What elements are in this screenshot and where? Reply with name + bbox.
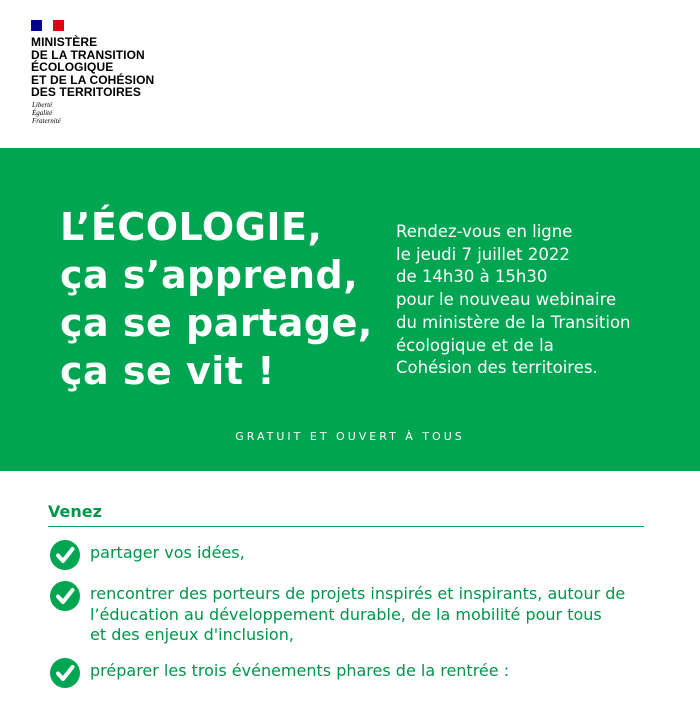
event-info — [396, 221, 631, 380]
ministry-line: DES TERRITOIRES — [31, 85, 141, 99]
info-line: du ministère de la Transition — [396, 312, 631, 332]
ministry-line: ET DE LA COHÉSION — [31, 72, 155, 87]
french-flag-icon — [31, 20, 64, 31]
list-item-text — [90, 661, 509, 682]
header — [0, 0, 700, 148]
venez-title: Venez — [48, 502, 102, 521]
motto-line: Égalité — [32, 109, 53, 117]
list-item-text — [90, 543, 245, 564]
divider — [48, 526, 644, 527]
free-label: GRATUIT ET OUVERT À TOUS — [235, 430, 465, 443]
list-item-line: rencontrer des porteurs de projets inspirés et inspirants, autour de — [90, 584, 626, 603]
headline-line: ça s’apprend, — [60, 253, 359, 297]
info-line: pour le nouveau webinaire — [396, 290, 617, 310]
list-item-line: préparer les trois événements phares de la rentrée : — [90, 661, 510, 680]
headline-line: L’ÉCOLOGIE, — [60, 205, 323, 249]
ministry-name — [31, 36, 154, 99]
info-line: Rendez-vous en ligne — [396, 222, 573, 241]
headline-line: ça se partage, — [60, 301, 373, 345]
info-line: écologique et de la — [396, 335, 554, 355]
check-icon — [50, 540, 80, 570]
info-line: Cohésion des territoires. — [396, 358, 598, 378]
check-icon — [50, 581, 80, 611]
ministry-line: DE LA TRANSITION — [31, 47, 145, 62]
check-icon — [50, 658, 80, 688]
republic-motto — [32, 101, 61, 125]
motto-line: Liberté — [32, 101, 53, 109]
list-item-line: l’éducation au développement durable, de la mobilité pour tous — [90, 604, 602, 624]
list-item-text — [90, 584, 625, 646]
list-item-line: et des enjeux d'inclusion, — [90, 625, 294, 644]
headline — [60, 203, 373, 395]
info-line: le jeudi 7 juillet 2022 — [396, 244, 570, 264]
green-banner — [0, 148, 700, 471]
motto-line: Fraternité — [32, 117, 61, 125]
ministry-line: ÉCOLOGIQUE — [31, 60, 114, 74]
ministry-line: MINISTÈRE — [31, 35, 98, 49]
headline-line: ça se vit ! — [60, 349, 276, 393]
list-item-line: partager vos idées, — [90, 543, 245, 562]
info-line: de 14h30 à 15h30 — [396, 267, 548, 287]
